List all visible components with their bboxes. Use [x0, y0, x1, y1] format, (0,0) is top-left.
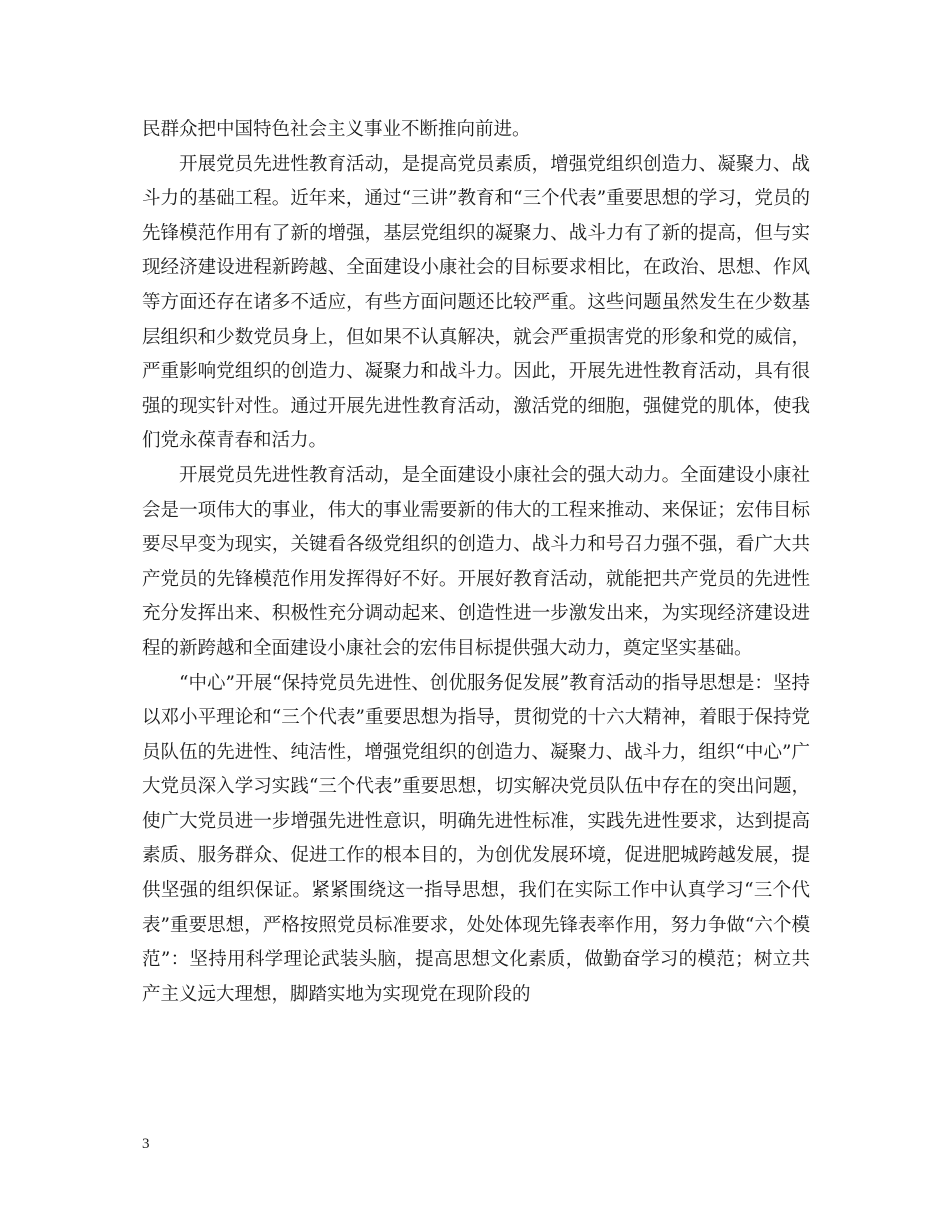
page-number: 3	[142, 1136, 150, 1152]
body-text	[142, 113, 810, 1012]
paragraph-1: 民群众把中国特色社会主义事业不断推向前进。	[142, 119, 531, 140]
paragraph-2: 开展党员先进性教育活动，是提高党员素质，增强党组织创造力、凝聚力、战斗力的基础工程。近年来，通过“三讲”教育和“三个代表”重要思想的学习，党员的先锋模范作用有了新的增强，基层党组织的凝聚力、战斗力有了新的提高，但与实现经济建设进程新跨越、全面建设小康社会的目标要求相比，在政治、思想、作风等方面还存在诸多不适应，有些方面问题还比较严重。这些问题虽然发生在少数基层组织和少数党员身上，但如果不认真解决，就会严重损害党的形象和党的威信，严重影响党组织的创造力、凝聚力和战斗力。因此，开展先进性教育活动，具有很强的现实针对性。通过开展先进性教育活动，激活党的细胞，强健党的肌体，使我们党永葆青春和活力。	[142, 153, 810, 452]
paragraph-3: 开展党员先进性教育活动，是全面建设小康社会的强大动力。全面建设小康社会是一项伟大的事业，伟大的事业需要新的伟大的工程来推动、来保证；宏伟目标要尽早变为现实，关键看各级党组织的创造力、战斗力和号召力强不强，看广大共产党员的先锋模范作用发挥得好不好。开展好教育活动，就能把共产党员的先进性充分发挥出来、积极性充分调动起来、创造性进一步激发出来，为实现经济建设进程的新跨越和全面建设小康社会的宏伟目标提供强大动力，奠定坚实基础。	[142, 464, 810, 659]
paragraph-4: “中心”开展“保持党员先进性、创优服务促发展”教育活动的指导思想是：坚持以邓小平理论和“三个代表”重要思想为指导，贯彻党的十六大精神，着眼于保持党员队伍的先进性、纯洁性，增强党组织的创造力、凝聚力、战斗力，组织“中心”广大党员深入学习实践“三个代表”重要思想，切实解决党员队伍中存在的突出问题，使广大党员进一步增强先进性意识，明确先进性标准，实践先进性要求，达到提高素质、服务群众、促进工作的根本目的，为创优发展环境，促进肥城跨越发展，提供坚强的组织保证。紧紧围绕这一指导思想，我们在实际工作中认真学习“三个代表”重要思想，严格按照党员标准要求，处处体现先锋表率作用，努力争做“六个模范”：坚持用科学理论武装头脑，提高思想文化素质，做勤奋学习的模范；树立共产主义远大理想，脚踏实地为实现党在现阶段的	[142, 672, 810, 1005]
